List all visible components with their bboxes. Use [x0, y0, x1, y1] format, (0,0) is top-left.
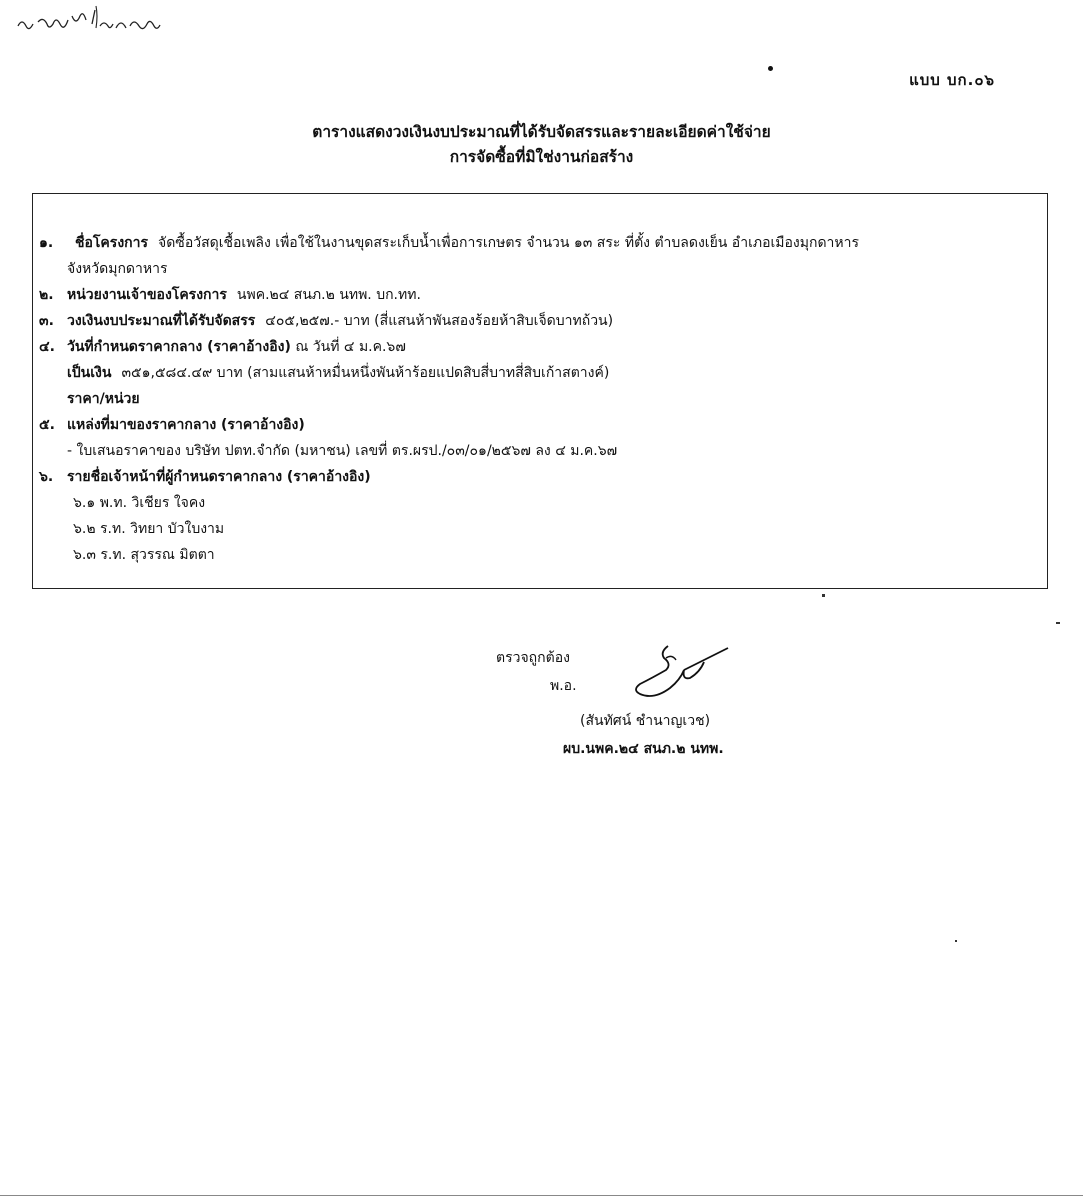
item-5-detail-text: - ใบเสนอราคาของ บริษัท ปตท.จำกัด (มหาชน) เลขที่ ตร.ผรป./๐๓/๐๑/๒๕๖๗ ลง ๔ ม.ค.๖๗ — [67, 443, 618, 459]
item-1-number: ๑. — [39, 235, 54, 251]
item-3-value: ๔๐๕,๒๕๗.- บาท (สี่แสนห้าพันสองร้อยห้าสิบเจ็ดบาทถ้วน) — [265, 313, 614, 329]
person-name: วิเชียร ใจคง — [131, 495, 206, 511]
item-1-label: ชื่อโครงการ — [75, 235, 149, 251]
scan-speck — [1056, 622, 1060, 624]
item-2-value: นพค.๒๔ สนภ.๒ นทพ. บก.ทท. — [236, 287, 421, 303]
person-name: สุวรรณ มิตตา — [130, 547, 215, 563]
item-3-number: ๓. — [39, 313, 54, 329]
form-code: แบบ บก.๐๖ — [909, 71, 995, 89]
item-1-text-cont: จังหวัดมุกดาหาร — [67, 261, 168, 277]
person-rank: ร.ท. — [100, 521, 126, 537]
title-line-1: ตารางแสดงวงเงินงบประมาณที่ได้รับจัดสรรและรายละเอียดค่าใช้จ่าย — [312, 123, 771, 141]
person-number: ๖.๒ — [73, 521, 96, 537]
item-3-label: วงเงินงบประมาณที่ได้รับจัดสรร — [67, 313, 256, 329]
title-line-2: การจัดซื้อที่มิใช่งานก่อสร้าง — [449, 148, 634, 166]
item-6-label: รายชื่อเจ้าหน้าที่ผู้กำหนดราคากลาง (ราคาอ้างอิง) — [67, 469, 371, 485]
person-rank: ร.ท. — [100, 547, 127, 563]
scan-edge-line — [0, 1195, 1083, 1196]
item-2-label: หน่วยงานเจ้าของโครงการ — [67, 287, 227, 303]
item-6-number: ๖. — [39, 469, 54, 485]
person-rank: พ.ท. — [99, 495, 128, 511]
person-name: วิทยา บัวใบงาม — [130, 521, 225, 537]
item-2-number: ๒. — [39, 287, 54, 303]
item-4-label: วันที่กำหนดราคากลาง (ราคาอ้างอิง) — [67, 339, 291, 355]
person-number: ๖.๓ — [73, 547, 96, 563]
scan-speck — [955, 940, 957, 942]
item-4-unit-label: ราคา/หน่วย — [67, 391, 140, 407]
item-4-date: ณ วันที่ ๔ ม.ค.๖๗ — [295, 339, 406, 355]
item-5-number: ๕. — [39, 417, 55, 433]
person-number: ๖.๑ — [73, 495, 96, 511]
item-5-label: แหล่งที่มาของราคากลาง (ราคาอ้างอิง) — [67, 417, 305, 433]
signer-rank: พ.อ. — [550, 678, 577, 694]
item-4-amount-label: เป็นเงิน — [67, 365, 112, 381]
signer-name: (สันทัศน์ ชำนาญเวช) — [580, 713, 711, 729]
signer-position: ผบ.นพค.๒๔ สนภ.๒ นทพ. — [563, 741, 724, 757]
handwritten-signature — [628, 640, 738, 704]
verified-label: ตรวจถูกต้อง — [496, 650, 570, 666]
item-1-text: จัดซื้อวัสดุเชื้อเพลิง เพื่อใช้ในงานขุดสระเก็บน้ำเพื่อการเกษตร จำนวน ๑๓ สระ ที่ตั้ง ตำบลดงเย็น อำเภอเมืองมุกดาหาร — [158, 235, 860, 251]
item-4-amount-value: ๓๕๑,๕๘๔.๔๙ บาท (สามแสนห้าหมื่นหนึ่งพันห้าร้อยแปดสิบสี่บาทสี่สิบเก้าสตางค์) — [121, 365, 610, 381]
scan-speck — [822, 594, 825, 597]
item-4-number: ๔. — [39, 339, 55, 355]
